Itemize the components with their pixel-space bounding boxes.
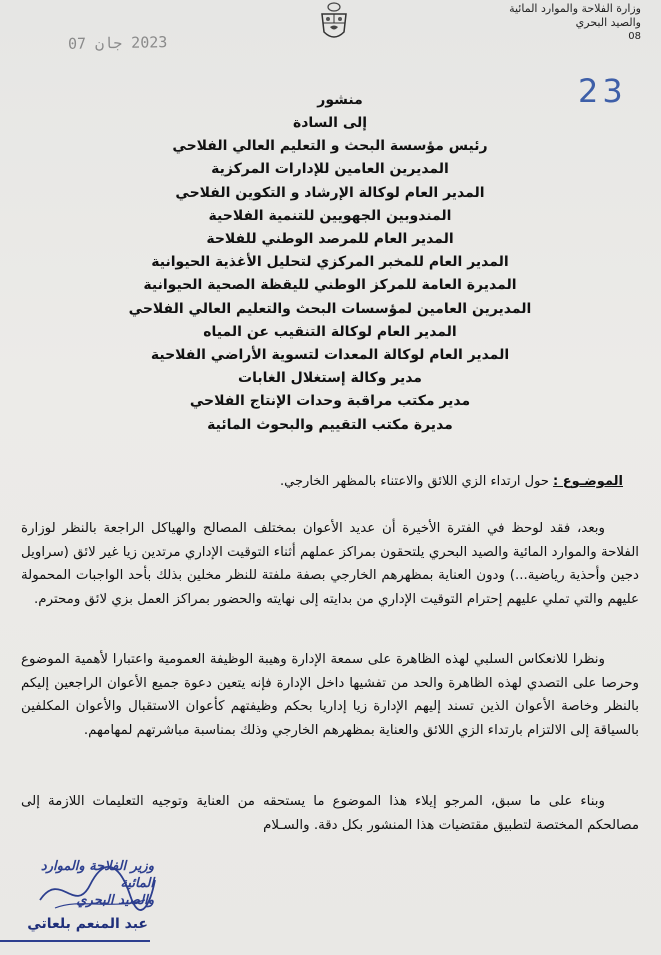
addressee-item: المدير العام لوكالة التنقيب عن المياه [203,323,457,340]
body-paragraph-2: ونظرا للانعكاس السلبي لهذه الظاهرة على سمعة الإدارة وهيبة الوظيفة العمومية واعتبارا لأهمية الموضوع وحرصا على التصدي لهذه الظاهرة والحد من تفشيها داخل الإدارة فإنه يتعين دعوة جميع الأعوان الراجعين إليكم بالنظر وخاصة الأعوان الذين تسند إليهم الإدارة زيا إداريا بحكم وظيفتهم كأعوان الاستقبال والأعوان المكلفين بالسياقة إلى الالتزام بارتداء الزي اللائق والعناية بمظهرهم الخارجي وذلك بمناسبة مباشرتهم لمهامهم. [21,652,639,738]
addressee-item: المدير العام لوكالة المعدات لتسوية الأراضي الفلاحية [150,347,510,364]
ministry-header [501,2,641,44]
handwritten-signature-icon [30,860,160,920]
signatory-name: عبد المنعم بلعاتي [27,916,148,932]
subject-line [63,474,623,489]
body-paragraph-1: وبعد، فقد لوحظ في الفترة الأخيرة أن عديد الأعوان بمختلف المصالح والهياكل الراجعة بالنظر لوزارة الفلاحة والموارد المائية والصيد البحري يلتحقون بمراكز عملهم أثناء التوقيت الإداري مرتدين زيا غير لائق (سراويل دجين وأحذية رياضية...) ودون العناية بمظهرهم الخارجي بصفة ملفتة للنظر مخلين بذلك بأحد الواجبات المحمولة عليهم والتي تملي عليهم إحترام التوقيت الإداري من بدايته إلى نهايته والحضور بمراكز العمل بزي لائق ومحترم. [21,521,639,607]
subject-text: حول ارتداء الزي اللائق والاعتناء بالمظهر الخارجي. [280,474,549,489]
addressee-item: رئيس مؤسسة البحث و التعليم العالي الفلاحي [172,138,488,155]
subject-label: الموضـوع : [553,474,623,489]
signatory-title-line-2: والصيد البحري [76,893,154,908]
addressee-item: مدير مكتب مراقبة وحدات الإنتاج الفلاحي [189,393,471,410]
handwritten-number: 23 [578,72,627,110]
ministry-code: 08 [628,31,641,42]
addressee-item: المديرة العامة للمركز الوطني لليقظة الصحية الحيوانية [143,277,517,294]
tunisia-emblem-icon [316,2,352,42]
addressee-prefix: إلى السادة [292,115,368,131]
ministry-line-2: والصيد البحري [575,16,641,29]
addressee-item: المندوبين الجهويين للتنمية الفلاحية [208,207,452,224]
signatory-title-line-1: وزير الفلاحة والموارد المائية [40,859,154,891]
signature-underline [0,940,150,942]
addressee-item: المدير العام للمخبر المركزي لتحليل الأغذية الحيوانية [151,254,509,271]
ministry-line-1: وزارة الفلاحة والموارد المائية [509,2,641,15]
addressee-item: المديرين العامين للإدارات المركزية [211,161,449,178]
addressee-item: المدير العام لوكالة الإرشاد و التكوين الفلاحي [175,184,485,201]
addressee-item: مدير وكالة إستغلال الغابات [238,370,422,387]
addressee-list [90,112,570,437]
addressee-item: مديرة مكتب التقييم والبحوث المائية [207,416,453,433]
body-paragraph-3: وبناء على ما سبق، المرجو إيلاء هذا الموضوع ما يستحقه من العناية وتوجيه التعليمات اللازمة إلى مصالحكم المختصة لتطبيق مقتضيات هذا المنشور بكل دقة. والسـلام [21,794,639,833]
addressee-item: المديرين العامين لمؤسسات البحث والتعليم العالي الفلاحي [128,300,532,317]
addressee-item: المدير العام للمرصد الوطني للفلاحة [206,231,454,248]
circular-title: منشور [317,92,363,108]
date-stamp: 2023 جان 07 [67,33,168,53]
